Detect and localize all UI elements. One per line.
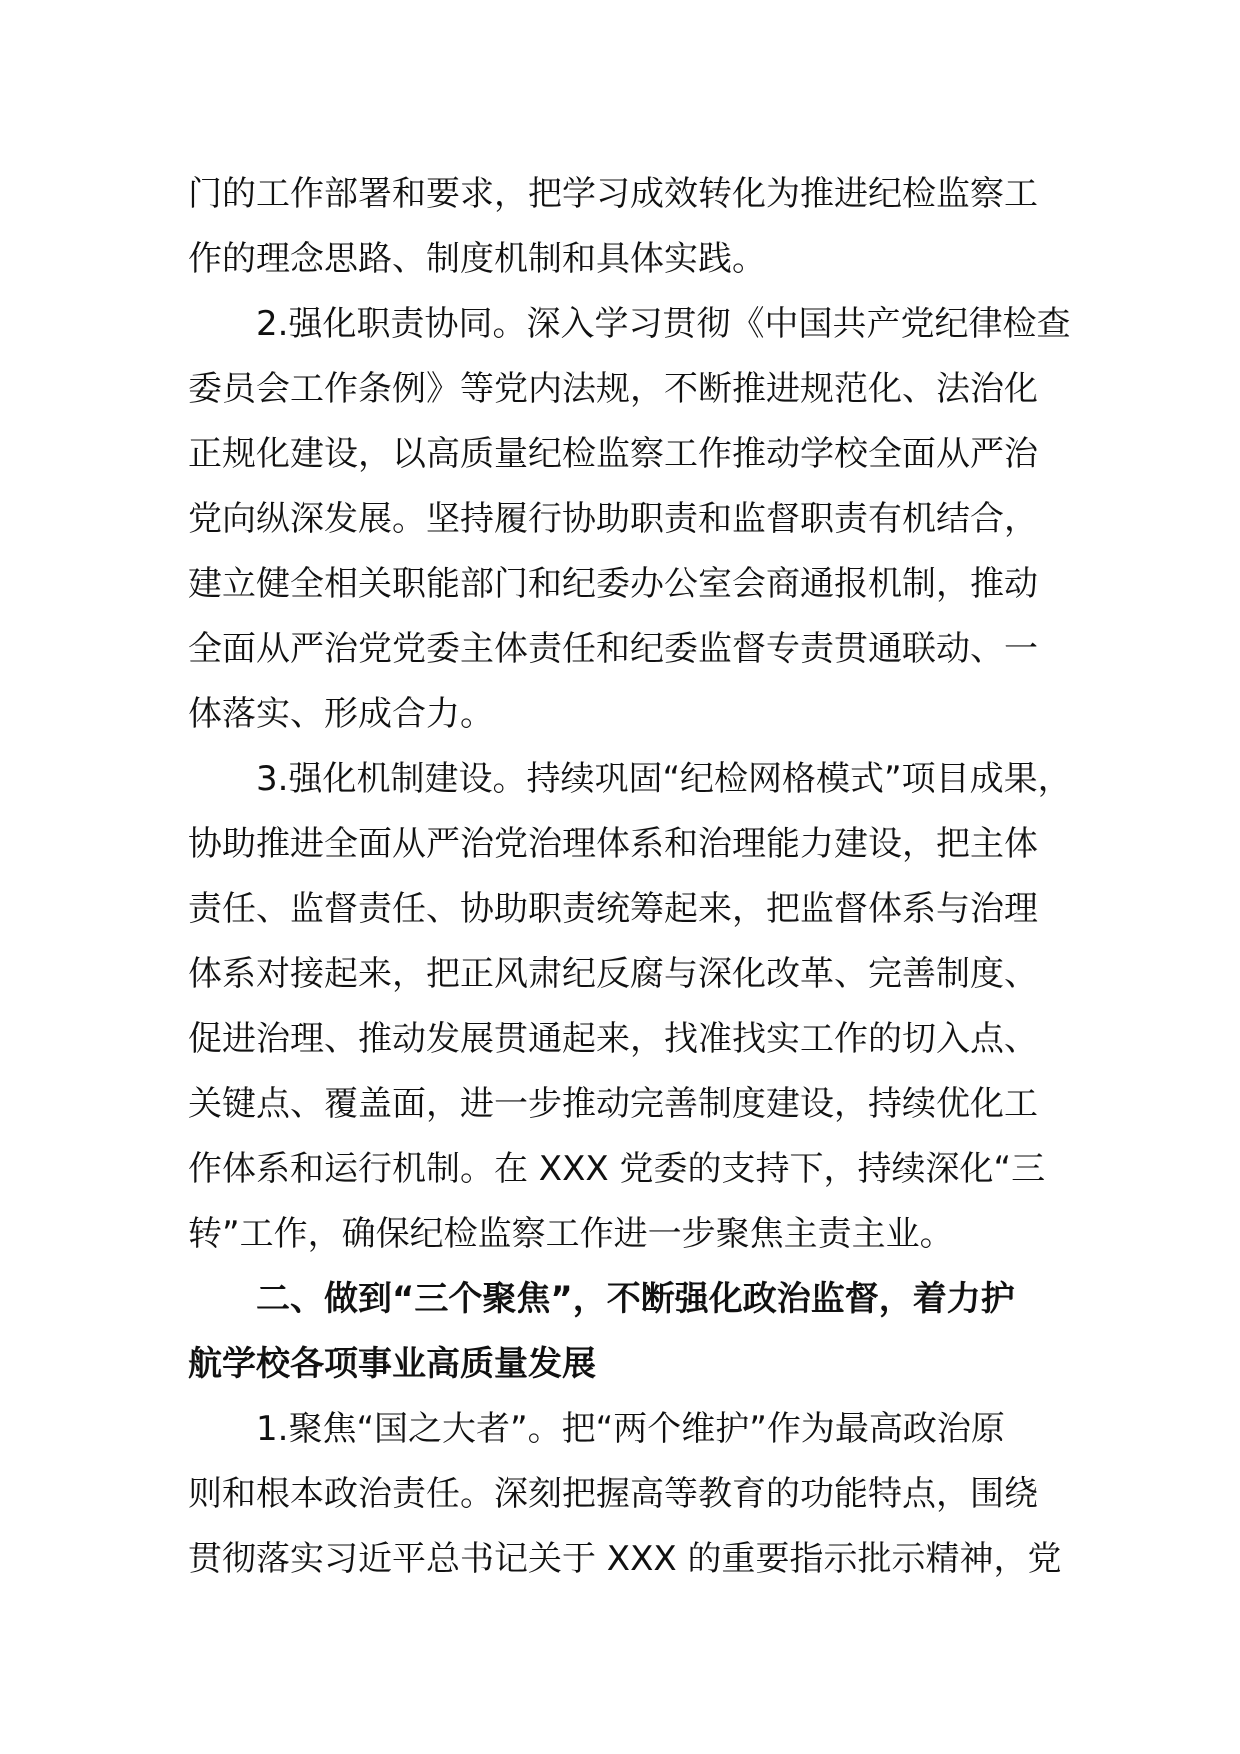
paragraph-line: 委员会工作条例》等党内法规，不断推进规范化、法治化	[188, 369, 1038, 409]
paragraph-line: 2.强化职责协同。深入学习贯彻《中国共产党纪律检查	[256, 304, 1071, 344]
paragraph-line: 体落实、形成合力。	[188, 694, 494, 734]
paragraph-line: 责任、监督责任、协助职责统筹起来，把监督体系与治理	[188, 889, 1038, 929]
paragraph-line: 则和根本政治责任。深刻把握高等教育的功能特点，围绕	[188, 1474, 1038, 1514]
paragraph-line: 党向纵深发展。坚持履行协助职责和监督职责有机结合，	[188, 499, 1038, 539]
paragraph-line: 贯彻落实习近平总书记关于 XXX 的重要指示批示精神，党	[188, 1539, 1062, 1579]
section-heading: 航学校各项事业高质量发展	[188, 1344, 596, 1384]
document-body	[188, 162, 1072, 1592]
paragraph-line: 转”工作，确保纪检监察工作进一步聚焦主责主业。	[188, 1214, 954, 1254]
paragraph-line: 体系对接起来，把正风肃纪反腐与深化改革、完善制度、	[188, 954, 1038, 994]
paragraph-line: 门的工作部署和要求，把学习成效转化为推进纪检监察工	[188, 174, 1038, 214]
paragraph-line: 1.聚焦“国之大者”。把“两个维护”作为最高政治原	[256, 1409, 1005, 1449]
paragraph-line: 3.强化机制建设。持续巩固“纪检网格模式”项目成果，	[256, 759, 1072, 799]
paragraph-line: 作体系和运行机制。在 XXX 党委的支持下，持续深化“三	[188, 1149, 1046, 1189]
paragraph-line: 协助推进全面从严治党治理体系和治理能力建设，把主体	[188, 824, 1038, 864]
paragraph-line: 全面从严治党党委主体责任和纪委监督专责贯通联动、一	[188, 629, 1038, 669]
section-heading: 二、做到“三个聚焦”，不断强化政治监督，着力护	[256, 1279, 1015, 1319]
paragraph-line: 促进治理、推动发展贯通起来，找准找实工作的切入点、	[188, 1019, 1038, 1059]
paragraph-line: 关键点、覆盖面，进一步推动完善制度建设，持续优化工	[188, 1084, 1038, 1124]
paragraph-line: 作的理念思路、制度机制和具体实践。	[188, 239, 766, 279]
paragraph-line: 正规化建设，以高质量纪检监察工作推动学校全面从严治	[188, 434, 1038, 474]
paragraph-line: 建立健全相关职能部门和纪委办公室会商通报机制，推动	[188, 564, 1038, 604]
